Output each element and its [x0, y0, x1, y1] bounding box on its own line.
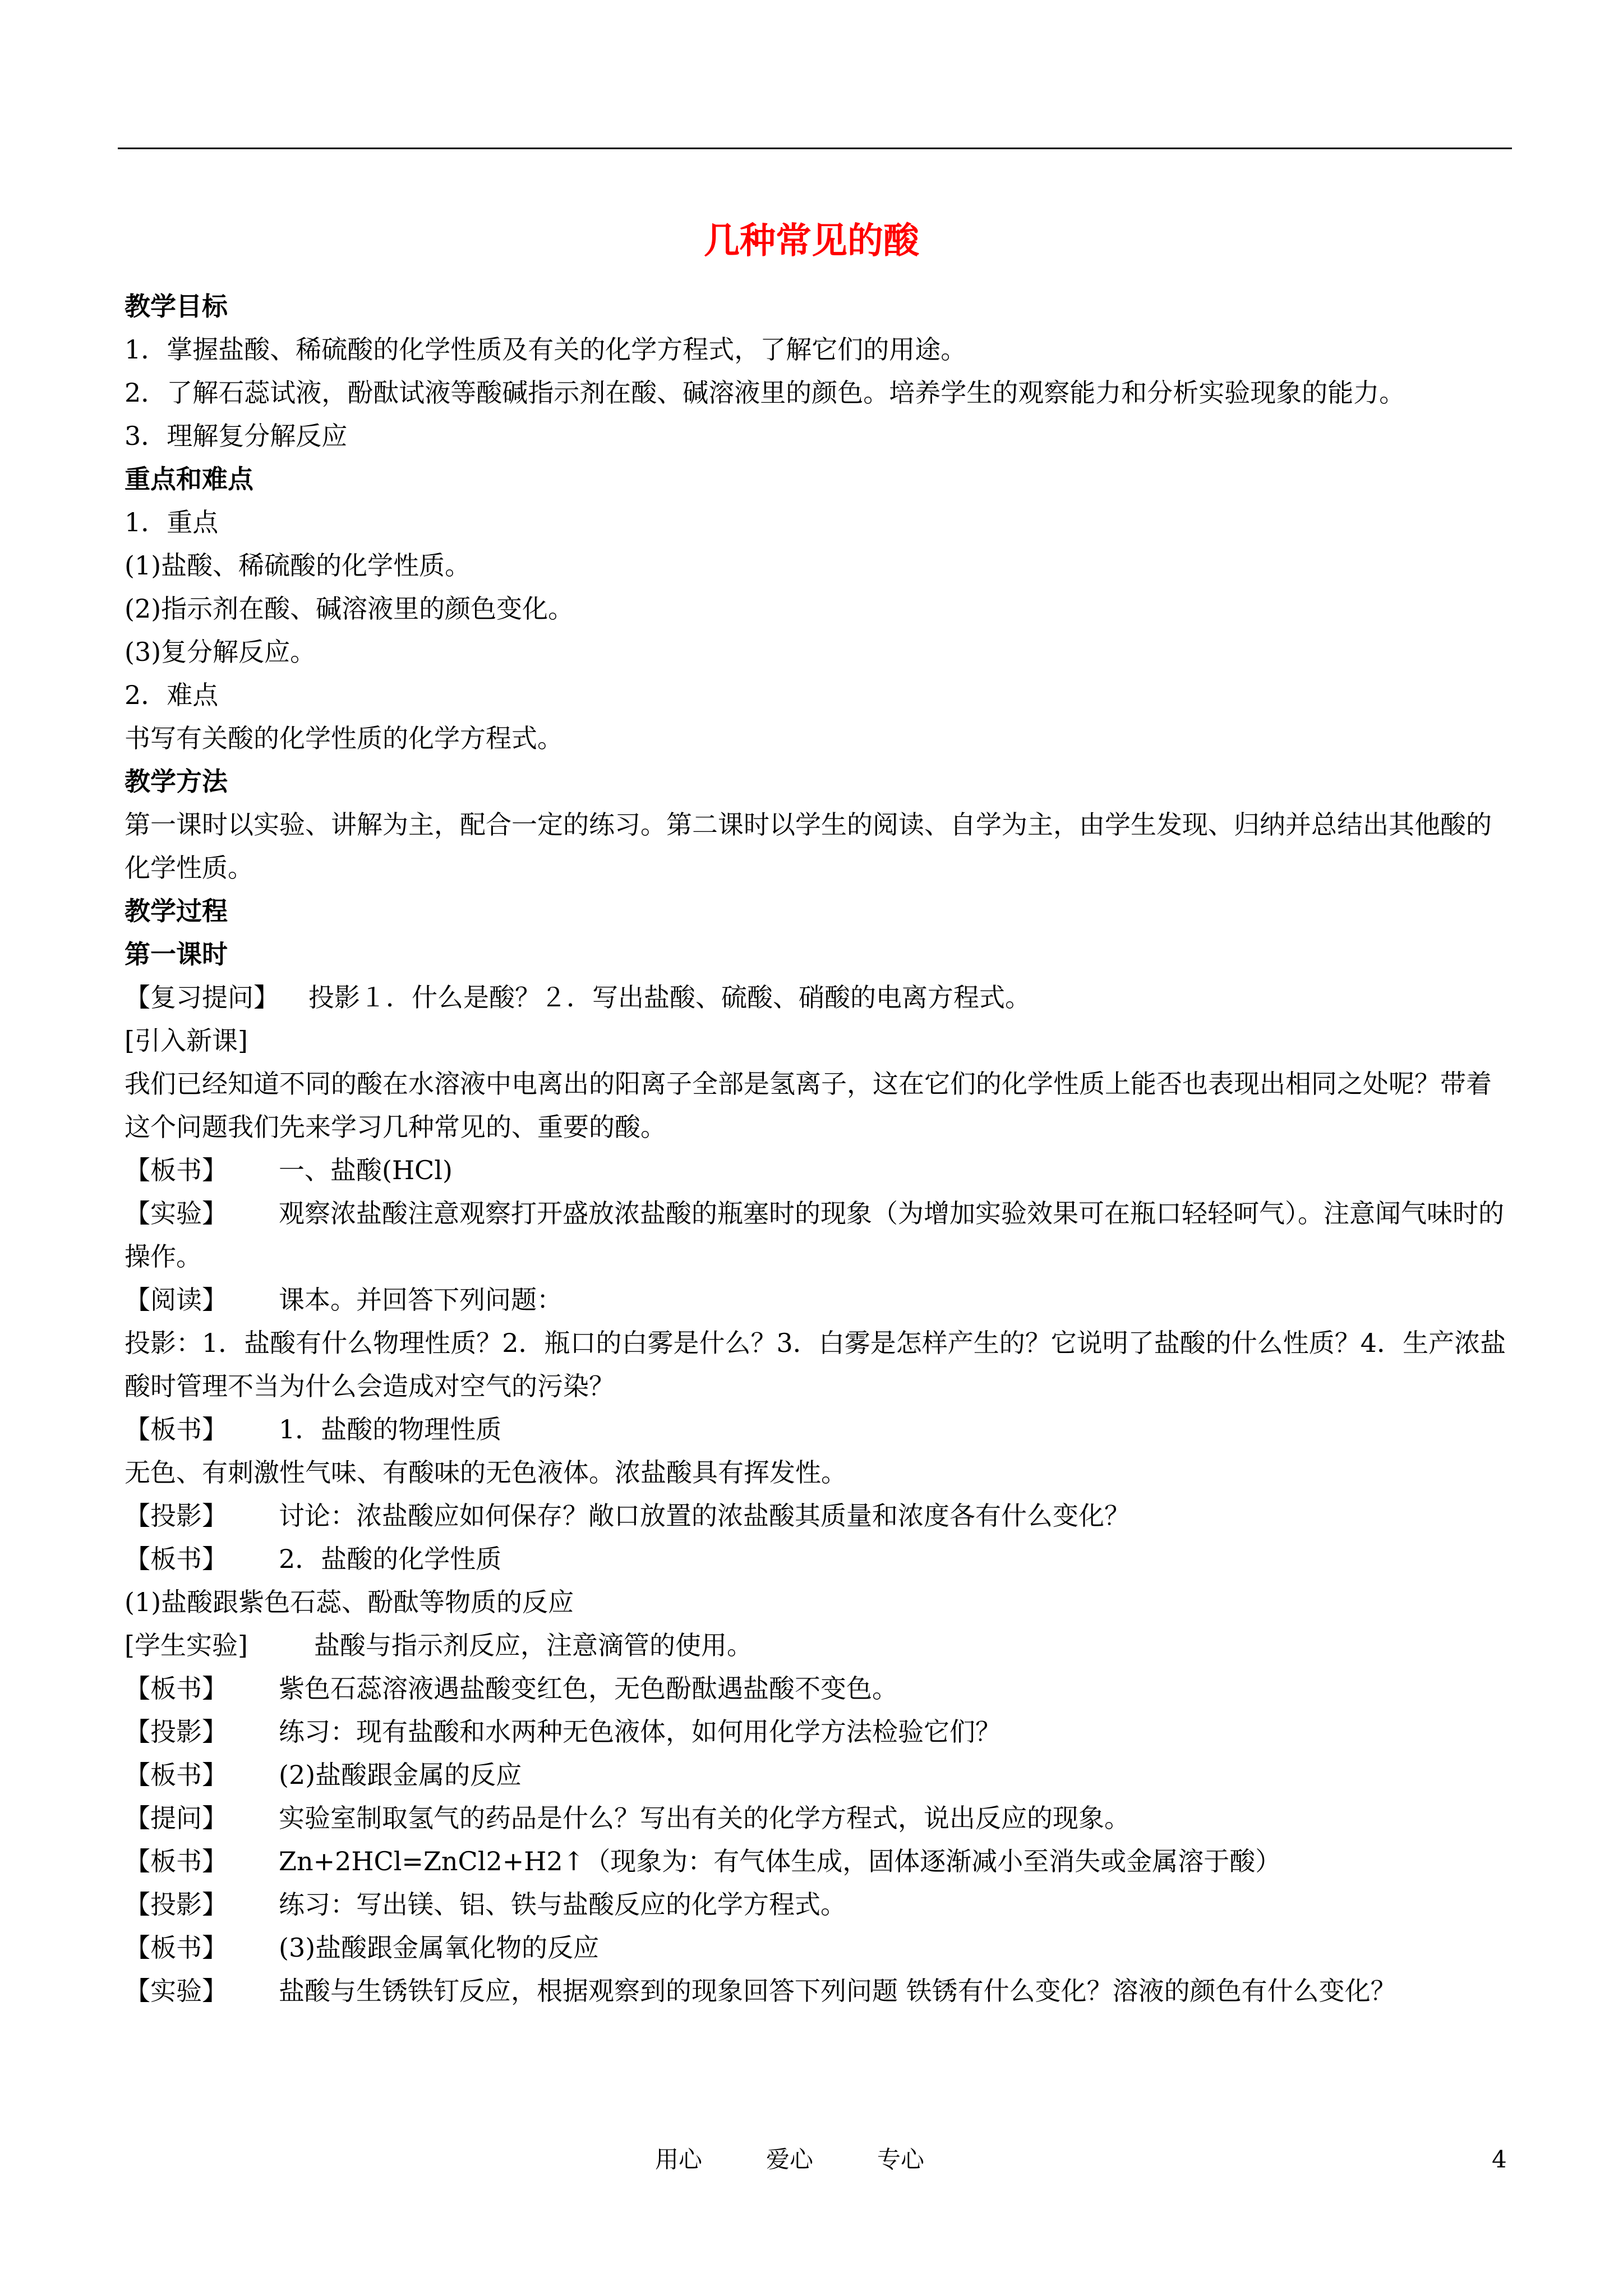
line-text: 书写有关酸的化学性质的化学方程式。: [125, 723, 563, 753]
line-text: (3)复分解反应。: [125, 637, 316, 667]
text-line: [125, 1797, 1510, 1840]
text-line: [125, 976, 1510, 1019]
text-line: [125, 501, 1510, 544]
line-text: 1．盐酸的物理性质: [279, 1414, 502, 1444]
text-line: [125, 1062, 1510, 1149]
text-line: [125, 544, 1510, 587]
text-line: [125, 631, 1510, 674]
line-text: 观察浓盐酸注意观察打开盛放浓盐酸的瓶塞时的现象（为增加实验效果可在瓶口轻轻呵气）。注意闻气味时的操作。: [125, 1198, 1504, 1272]
section-heading: [125, 933, 1510, 976]
line-tag: [学生实验]: [125, 1630, 248, 1660]
line-text: 3．理解复分解反应: [125, 421, 348, 451]
footer-item: 专心: [877, 2146, 925, 2173]
text-line: [125, 1408, 1510, 1451]
line-text: (2)指示剂在酸、碱溶液里的颜色变化。: [125, 593, 574, 624]
section-heading: [125, 458, 1510, 501]
text-line: [125, 1192, 1510, 1278]
text-line: [125, 1278, 1510, 1322]
line-tag: 【板书】: [125, 1932, 228, 1963]
line-text: 1．重点: [125, 507, 219, 537]
line-text: 练习：现有盐酸和水两种无色液体，如何用化学方法检验它们？: [279, 1717, 1001, 1747]
line-text: 2．了解石蕊试液，酚酞试液等酸碱指示剂在酸、碱溶液里的颜色。培养学生的观察能力和分析实验现象的能力。: [125, 378, 1405, 408]
line-text: (2)盐酸跟金属的反应: [279, 1760, 522, 1790]
section-heading: [125, 285, 1510, 328]
line-text: (1)盐酸跟紫色石蕊、酚酞等物质的反应: [125, 1587, 574, 1617]
text-line: [125, 1970, 1510, 2013]
line-tag: 【板书】: [125, 1673, 228, 1704]
line-tag: 【提问】: [125, 1803, 228, 1833]
text-line: [125, 803, 1510, 890]
line-tag: 【实验】: [125, 1198, 228, 1228]
line-text: 无色、有刺激性气味、有酸味的无色液体。浓盐酸具有挥发性。: [125, 1457, 847, 1488]
footer-item: 用心: [655, 2146, 703, 2173]
line-text: 盐酸与指示剂反应，注意滴管的使用。: [314, 1630, 753, 1660]
line-tag: 【板书】: [125, 1544, 228, 1574]
line-text: (1)盐酸、稀硫酸的化学性质。: [125, 550, 471, 581]
text-line: [125, 1754, 1510, 1797]
text-line: [125, 328, 1510, 371]
document-body: [125, 285, 1510, 2013]
text-line: [125, 1926, 1510, 1970]
line-tag: 【复习提问】: [125, 982, 279, 1013]
line-tag: 【阅读】: [125, 1285, 228, 1315]
line-text: 课本。并回答下列问题：: [279, 1285, 562, 1315]
line-text: 教学方法: [125, 766, 228, 797]
text-line: [125, 1667, 1510, 1710]
line-text: 投影１．什么是酸？２．写出盐酸、硫酸、硝酸的电离方程式。: [308, 982, 1031, 1013]
line-text: 第一课时: [125, 939, 228, 969]
line-text: 讨论：浓盐酸应如何保存？敞口放置的浓盐酸其质量和浓度各有什么变化？: [279, 1501, 1130, 1531]
line-text: 实验室制取氢气的药品是什么？写出有关的化学方程式，说出反应的现象。: [279, 1803, 1130, 1833]
text-line: [125, 1451, 1510, 1494]
line-tag: 【投影】: [125, 1501, 228, 1531]
section-heading: [125, 760, 1510, 803]
line-text: 重点和难点: [125, 464, 253, 494]
line-tag: 【板书】: [125, 1155, 228, 1185]
section-heading: [125, 890, 1510, 933]
line-tag: 【板书】: [125, 1760, 228, 1790]
line-text: 1．掌握盐酸、稀硫酸的化学性质及有关的化学方程式，了解它们的用途。: [125, 334, 967, 365]
line-tag: 【板书】: [125, 1414, 228, 1444]
page-number: 4: [1492, 2146, 1507, 2173]
page-title: 几种常见的酸: [704, 220, 919, 262]
line-text: 教学目标: [125, 291, 228, 321]
line-text: 投影：1．盐酸有什么物理性质？2．瓶口的白雾是什么？3．白雾是怎样产生的？它说明了盐酸的什么性质？4．生产浓盐酸时管理不当为什么会造成对空气的污染？: [125, 1328, 1506, 1401]
text-line: [125, 717, 1510, 760]
line-tag: 【板书】: [125, 1846, 228, 1876]
text-line: [125, 1883, 1510, 1926]
line-tag: 【投影】: [125, 1889, 228, 1920]
line-text: (3)盐酸跟金属氧化物的反应: [279, 1932, 600, 1963]
text-line: [125, 1581, 1510, 1624]
text-line: [125, 1538, 1510, 1581]
line-tag: 【实验】: [125, 1976, 228, 2006]
line-text: 练习：写出镁、铝、铁与盐酸反应的化学方程式。: [279, 1889, 846, 1920]
text-line: [125, 1624, 1510, 1667]
line-text: 我们已经知道不同的酸在水溶液中电离出的阳离子全部是氢离子，这在它们的化学性质上能否也表现出相同之处呢？带着这个问题我们先来学习几种常见的、重要的酸。: [125, 1069, 1492, 1142]
text-line: [125, 1149, 1510, 1192]
line-text: 第一课时以实验、讲解为主，配合一定的练习。第二课时以学生的阅读、自学为主，由学生发现、归纳并总结出其他酸的化学性质。: [125, 809, 1492, 883]
text-line: [125, 1019, 1510, 1062]
text-line: [125, 1322, 1510, 1408]
line-text: 紫色石蕊溶液遇盐酸变红色，无色酚酞遇盐酸不变色。: [279, 1673, 898, 1704]
text-line: [125, 674, 1510, 717]
line-text: [引入新课]: [125, 1025, 248, 1056]
line-tag: 【投影】: [125, 1717, 228, 1747]
text-line: [125, 1710, 1510, 1754]
line-text: 教学过程: [125, 896, 228, 926]
line-text: 盐酸与生锈铁钉反应，根据观察到的现象回答下列问题 铁锈有什么变化？溶液的颜色有什么变化？: [279, 1976, 1396, 2006]
text-line: [125, 1494, 1510, 1538]
text-line: [125, 1840, 1510, 1883]
footer-item: 爱心: [766, 2146, 814, 2173]
header-rule: [118, 148, 1512, 149]
text-line: [125, 587, 1510, 631]
line-text: 2．盐酸的化学性质: [279, 1544, 502, 1574]
text-line: [125, 415, 1510, 458]
line-text: 一、盐酸(HCl): [279, 1155, 453, 1185]
line-text: Zn+2HCl=ZnCl2+H2↑（现象为：有气体生成，固体逐渐减小至消失或金属溶于酸）: [279, 1846, 1281, 1876]
text-line: [125, 371, 1510, 415]
line-text: 2．难点: [125, 680, 219, 710]
